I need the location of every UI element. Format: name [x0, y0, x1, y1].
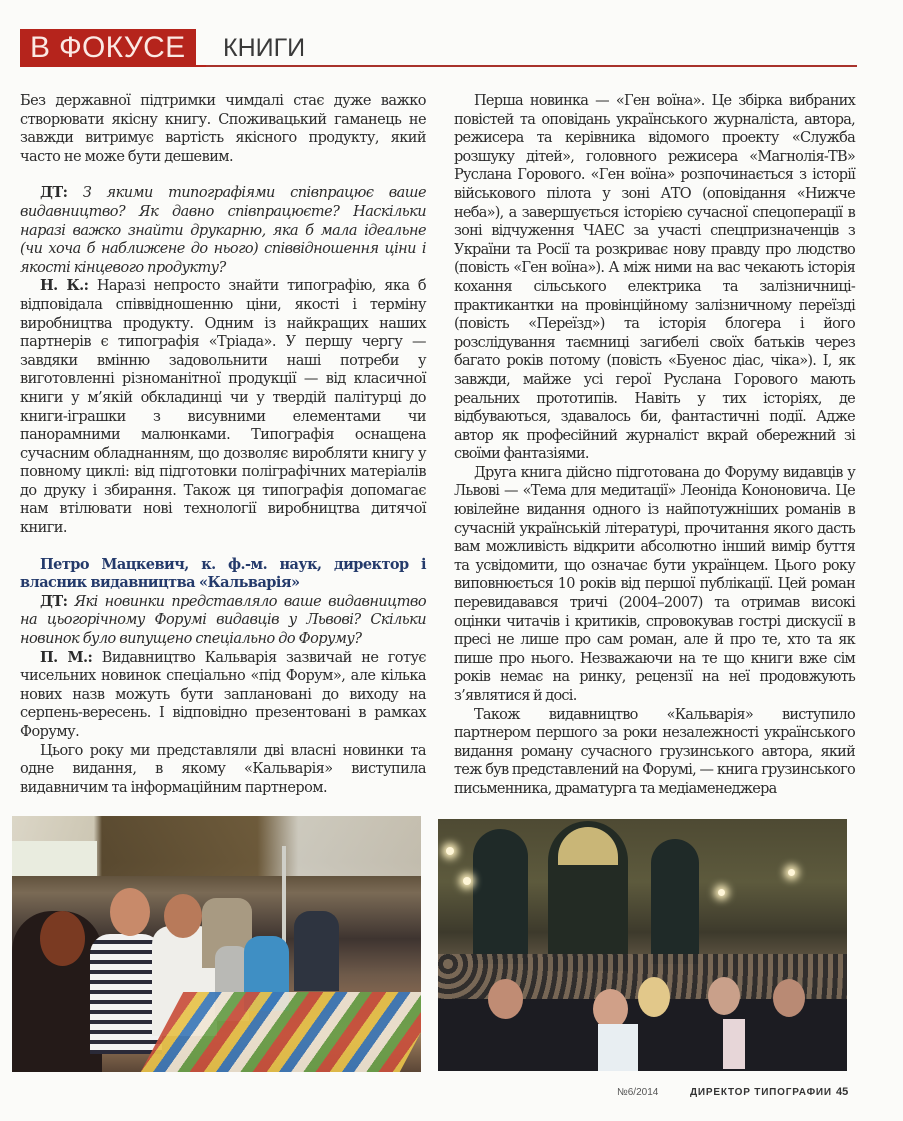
header-rule: [206, 65, 857, 67]
section-title: КНИГИ: [223, 34, 306, 62]
right-column: [454, 92, 855, 799]
audience-hall-photo: [438, 819, 847, 1071]
question-2: [20, 593, 426, 649]
section-header: [20, 29, 857, 66]
header-rule-accent: [20, 65, 210, 67]
left-column: [20, 92, 426, 797]
section-badge: В ФОКУСЕ: [20, 29, 196, 65]
intro-paragraph: Без державної підтримки чимдалі стає дуже важко створювати якісну книгу. Споживацький гаманець не завжди витримує вартість якісного продукту, який часто не може бути дешевим.: [20, 93, 426, 165]
issue-number: №6/2014: [617, 1087, 659, 1098]
book-fair-photo: [12, 816, 421, 1072]
body-paragraph: Також видавництво «Кальварія» виступило партнером першого за роки незалежності українського видання роману сучасного грузинського автора, який теж був представлений на Форумі, — книга грузинського письменника, драматурга та медіаменеджера: [454, 706, 855, 797]
body-paragraph: Перша новинка — «Ген воїна». Це збірка вибраних повістей та оповідань українського журналіста, автора, режисера та керівника відомого проекту «Служба розшуку дітей», головного режисера «Магнолія-ТВ» Руслана Горового. «Ген воїна» розпочинається з історії військового пілота у зоні АТО (оповідання «Нижче неба»), а завершується історією сучасної спецоперації в зоні відчуження ЧАЕС за участі спецпризначенців з України та Росії та розкриває нову правду про людство (повість «Ген воїна»). А між ними на вас чекають історія кохання сільського електрика та залізничниці-практикантки на провінційному залізничному переїзді (повість «Переїзд») та історія блогера і його розслідування таємниці загибелі своїх батьків через багато років потому (повість «Буенос діас, чіка»). І, як завжди, майже усі герої Руслана Горового мають реальних прототипів. Навіть у тих історіях, де відбуваються, здавалось би, фантастичні події. Адже автор як професійний журналіст вкрай обережний зі своїми фантазіями.: [454, 93, 855, 463]
question-1: [20, 184, 426, 277]
question-text: Які новинки представляло ваше видавництво на цьогорічному Форумі видавців у Львові? Скільки новинок було випущено спеціально до Форуму?: [20, 593, 426, 648]
magazine-name: ДИРЕКТОР ТИПОГРАФИИ: [690, 1087, 832, 1098]
question-speaker: ДТ:: [40, 184, 68, 202]
body-paragraph: Друга книга дійсно підготована до Форуму видавців у Львові — «Тема для медитації» Леоніда Кононовича. Це ювілейне видання одного із найпотужніших романів в сучасній українській літературі, прочитання якого дасть вам можливість відкрити абсолютно інший вимір буття та усвідомити, що означає бути українцем. Цього року виповнюється 10 років від першої публікації. Цей роман перевидавався тричі (2004–2007) та отримав високі оцінки читачів і критиків, спровокував гострі дискусії в пресі не лише про сам роман, але й про те, хто та як пише про нього. Незважаючи на те що книги вже сім років немає на ринку, рецензії на неї продовжують з’являтися й досі.: [454, 464, 855, 704]
answer-text: Видавництво Кальварія зазвичай не готує чисельних новинок спеціально «під Форум», але кілька нових назв можуть бути заплановані до виходу на серпень-вересень. І відповідно презентовані в рамках Форуму.: [20, 649, 427, 740]
answer-2: [20, 649, 426, 742]
page-number: 45: [836, 1086, 849, 1098]
question-speaker: ДТ:: [40, 592, 68, 610]
body-paragraph: Цього року ми представляли дві власні новинки та одне видання, в якому «Кальварія» виступила видавничим та інформаційним партнером.: [20, 742, 426, 796]
answer-1: [20, 277, 426, 537]
interviewee-heading: Петро Мацкевич, к. ф.-м. наук, директор і власник видавництва «Кальварія»: [20, 555, 426, 592]
answer-speaker: П. М.:: [40, 648, 93, 666]
answer-speaker: Н. К.:: [40, 277, 89, 295]
question-text: З якими типографіями співпрацює ваше видавництво? Як давно співпрацюєте? Наскільки наразі важко знайти друкарню, яка б мала ідеальне (чи хоча б наближене до нього) співвідношення ціни і якості кінцевого продукту?: [20, 185, 426, 276]
answer-text: Наразі непросто знайти типографію, яка б відповідала співвідношенню ціни, якості і терміну виробництва продукту. Одним із найкращих наших партнерів є типографія «Тріада». У першу чергу — завдяки вмінню задовольнити наші потреби у виготовленні різноманітної продукції — від класичної книги у м’якій обкладинці чи у твердій палітурці до книги-іграшки з висувними елементами чи панорамними малюнками. Типографія оснащена сучасним обладнанням, що дозволяє виробляти книгу у повному циклі: від підготовки поліграфічних матеріалів до друку і збирання. Також ця типографія допомагає нам втілювати нові технології виробництва дитячої книги.: [20, 278, 427, 537]
